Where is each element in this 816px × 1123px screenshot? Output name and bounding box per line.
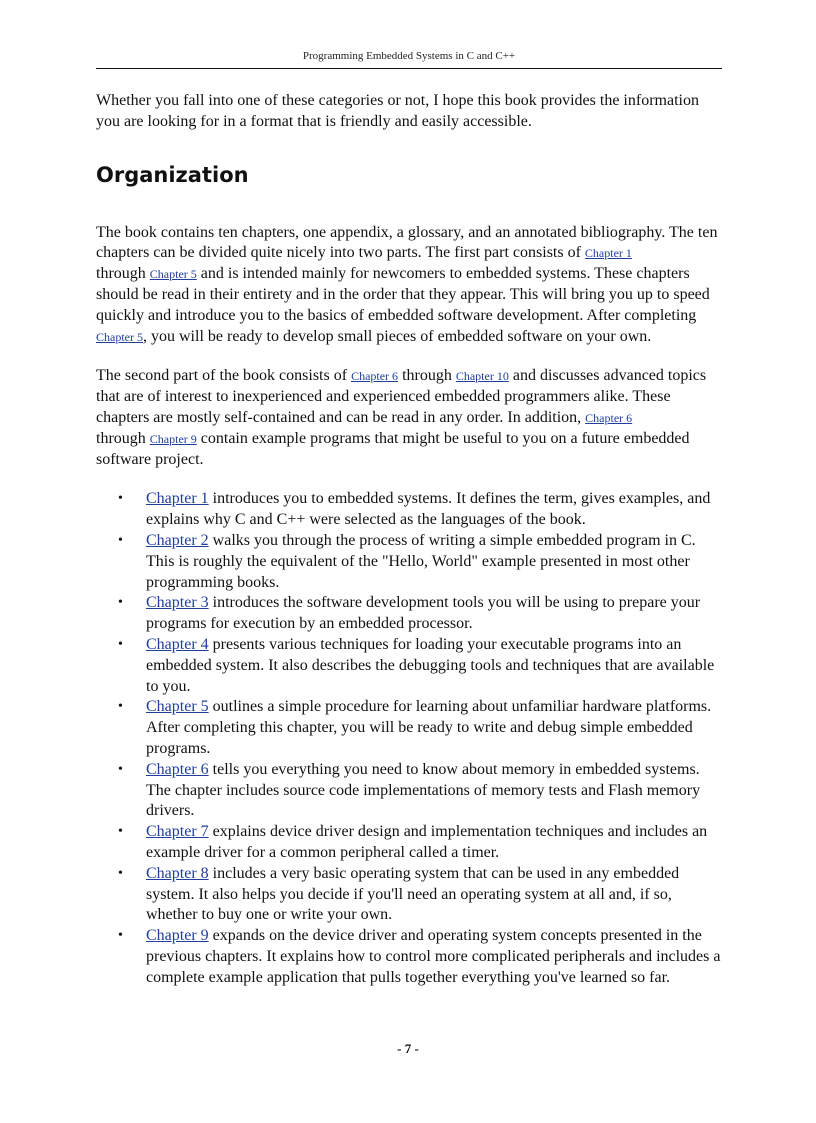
chapter-link[interactable]: Chapter 8 — [146, 864, 209, 882]
organization-paragraph-2 — [96, 366, 722, 470]
chapter-link[interactable]: Chapter 7 — [146, 823, 209, 841]
page-number: - 7 - — [397, 1041, 419, 1056]
chapter-9-link[interactable]: Chapter 9 — [149, 431, 197, 446]
chapter-link[interactable]: Chapter 5 — [146, 698, 209, 716]
bullet-icon: • — [118, 636, 123, 652]
text-run: , you will be ready to develop small pieces of embedded software on your own. — [143, 327, 652, 345]
chapter-6-link[interactable]: Chapter 6 — [585, 410, 633, 425]
list-item-text: presents various techniques for loading your executable programs into an embedded system. It also describes the debugging tools and techniques that are available to you. — [146, 635, 715, 695]
text-run: through — [96, 265, 150, 283]
text-run: through — [96, 429, 150, 447]
section-heading: Organization — [96, 162, 249, 187]
list-item — [96, 489, 722, 531]
document-page — [96, 50, 722, 988]
list-item-text: explains device driver design and implementation techniques and includes an example driver for a common peripheral called a timer. — [146, 823, 708, 861]
bullet-icon: • — [118, 761, 123, 777]
chapter-link[interactable]: Chapter 2 — [146, 531, 209, 549]
intro-paragraph: Whether you fall into one of these categories or not, I hope this book provides the information you are looking for in a format that is friendly and easily accessible. — [96, 92, 699, 130]
chapter-6-link[interactable]: Chapter 6 — [351, 369, 399, 384]
text-run: The second part of the book consists of — [96, 367, 352, 385]
chapter-list — [96, 489, 722, 988]
list-item — [96, 531, 722, 593]
bullet-icon: • — [118, 699, 123, 715]
text-run: contain example programs that might be useful to you on a future embedded software project. — [96, 429, 690, 468]
text-run: and discusses advanced topics that are of interest to inexperienced and experienced embedded programmers alike. These chapters are mostly self-contained and can be read in any order. In addition, — [96, 367, 707, 426]
list-item-text: expands on the device driver and operating system concepts presented in the previous chapters. It explains how to control more complicated peripherals and includes a complete example application that pulls together everything you've learned so far. — [146, 927, 721, 986]
text-run: through — [398, 367, 456, 385]
chapter-10-link[interactable]: Chapter 10 — [455, 369, 509, 384]
list-item-text: walks you through the process of writing a simple embedded program in C. This is roughly the equivalent of the "Hello, World" example presented in most other programming books. — [146, 531, 696, 591]
list-item — [96, 822, 722, 864]
bullet-icon: • — [118, 824, 123, 840]
list-item-text: introduces the software development tools you will be using to prepare your programs for execution by an embedded processor. — [146, 594, 701, 633]
list-item — [96, 760, 722, 822]
list-item-text: includes a very basic operating system that can be used in any embedded system. It also helps you decide if you'll need an operating system at all and, if so, whether to buy one or write your own. — [146, 864, 680, 924]
list-item-text: introduces you to embedded systems. It defines the term, gives examples, and explains why C and C++ were selected as the languages of the book. — [146, 490, 711, 529]
bullet-icon: • — [118, 532, 123, 548]
chapter-link[interactable]: Chapter 9 — [146, 927, 209, 945]
list-item — [96, 635, 722, 697]
chapter-link[interactable]: Chapter 1 — [146, 490, 209, 508]
running-header: Programming Embedded Systems in C and C++ — [96, 50, 722, 69]
chapter-link[interactable]: Chapter 6 — [146, 760, 209, 778]
bullet-icon: • — [118, 491, 123, 507]
list-item-text: outlines a simple procedure for learning about unfamiliar hardware platforms. After completing this chapter, you will be ready to write and debug simple embedded programs. — [146, 698, 712, 757]
list-item — [96, 697, 722, 759]
chapter-5-link[interactable]: Chapter 5 — [96, 329, 143, 344]
bullet-icon: • — [118, 865, 123, 881]
list-item — [96, 864, 722, 926]
bullet-icon: • — [118, 928, 123, 944]
list-item-text: tells you everything you need to know about memory in embedded systems. The chapter includes source code implementations of memory tests and Flash memory drivers. — [146, 760, 701, 820]
bullet-icon: • — [118, 595, 123, 611]
chapter-5-link[interactable]: Chapter 5 — [149, 267, 197, 282]
text-run: and is intended mainly for newcomers to embedded systems. These chapters should be read in their entirety and in the order that they appear. This will bring you up to speed quickly and introduce you to the basics of embedded software development. After completing — [96, 265, 710, 324]
chapter-link[interactable]: Chapter 3 — [146, 594, 209, 612]
text-run: The book contains ten chapters, one appendix, a glossary, and an annotated bibliography. The ten chapters can be divided quite nicely into two parts. The first part consists of — [96, 223, 718, 262]
organization-paragraph-1 — [96, 223, 722, 348]
chapter-1-link[interactable]: Chapter 1 — [584, 246, 632, 261]
list-item — [96, 926, 722, 988]
chapter-link[interactable]: Chapter 4 — [146, 635, 209, 653]
list-item — [96, 593, 722, 635]
